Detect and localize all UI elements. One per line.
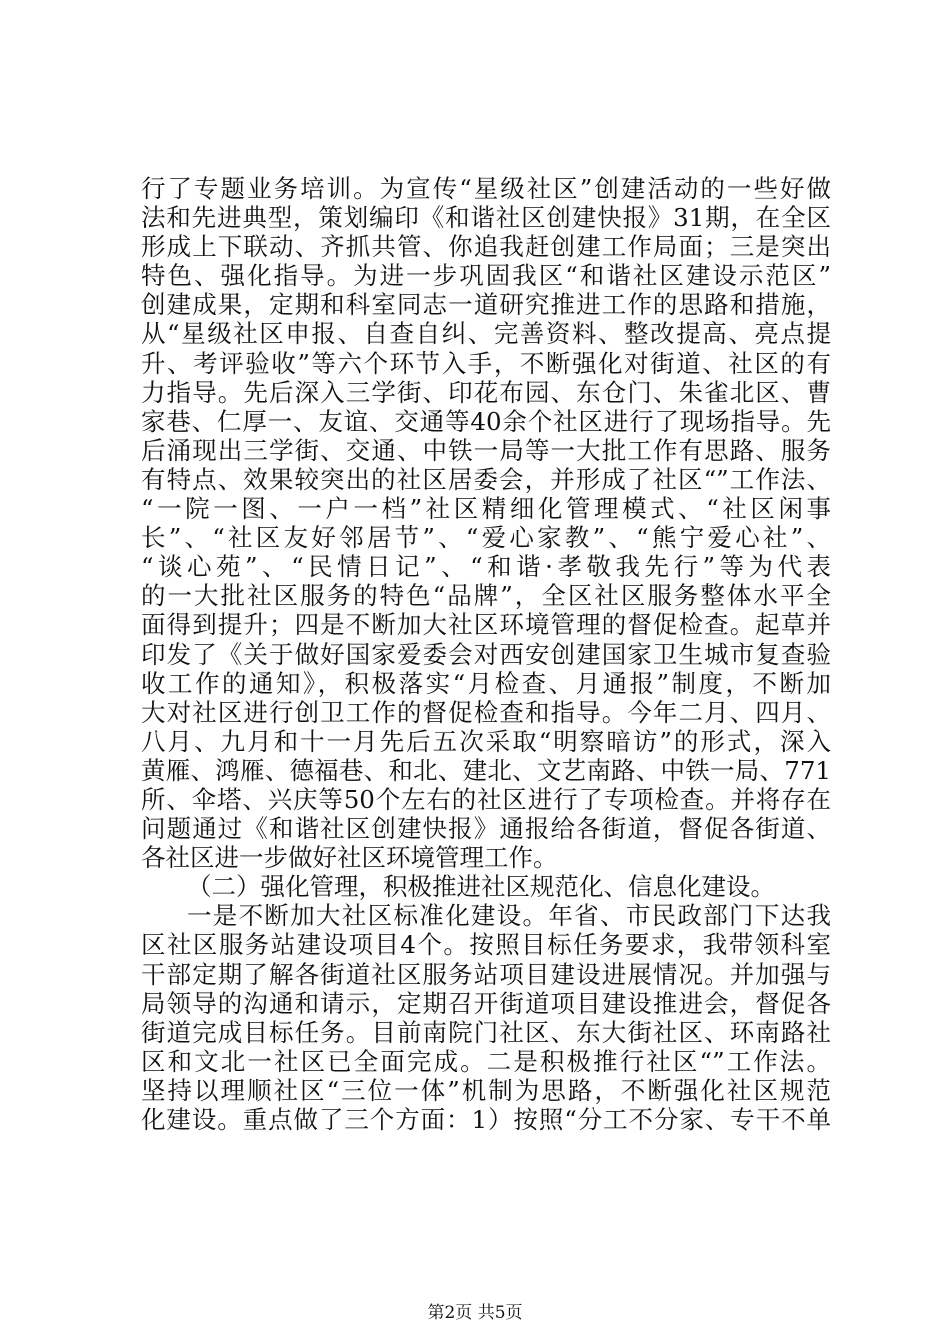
text-line: 化建设。重点做了三个方面：1）按照“分工不分家、专干不单 xyxy=(141,1105,831,1134)
body-text xyxy=(141,174,831,1134)
text-line: 区和文北一社区已全面完成。二是积极推行社区“”工作法。 xyxy=(141,1046,831,1076)
text-line: 后涌现出三学街、交通、中铁一局等一大批工作有思路、服务 xyxy=(141,435,831,465)
text-line: 一是不断加大社区标准化建设。年省、市民政部门下达我 xyxy=(187,901,831,931)
text-line: 各社区进一步做好社区环境管理工作。 xyxy=(141,843,558,873)
text-line: 街道完成目标任务。目前南院门社区、东大街社区、环南路社 xyxy=(141,1017,831,1047)
text-line: 八月、九月和十一月先后五次采取“明察暗访”的形式，深入 xyxy=(141,726,831,756)
text-line: 所、伞塔、兴庆等50个左右的社区进行了专项检查。并将存在 xyxy=(141,784,831,814)
text-line: 法和先进典型，策划编印《和谐社区创建快报》31期，在全区 xyxy=(141,203,831,233)
text-line: 长”、“社区友好邻居节”、“爱心家教”、“熊宁爱心社”、 xyxy=(141,523,831,553)
text-line: 干部定期了解各街道社区服务站项目建设进展情况。并加强与 xyxy=(141,959,831,989)
text-line: 面得到提升；四是不断加大社区环境管理的督促检查。起草并 xyxy=(141,610,831,640)
text-line: 收工作的通知》，积极落实“月检查、月通报”制度，不断加 xyxy=(141,668,831,698)
text-line: 问题通过《和谐社区创建快报》通报给各街道，督促各街道、 xyxy=(141,814,831,844)
text-line: “一院一图、一户一档”社区精细化管理模式、“社区闲事 xyxy=(141,494,831,524)
text-line: 黄雁、鸿雁、德福巷、和北、建北、文艺南路、中铁一局、771 xyxy=(141,755,831,785)
text-line: 升、考评验收”等六个环节入手，不断强化对街道、社区的有 xyxy=(141,348,831,378)
page-number: 第2页 共5页 xyxy=(427,1303,523,1323)
text-line: 创建成果，定期和科室同志一道研究推进工作的思路和措施， xyxy=(141,290,831,320)
text-line: 的一大批社区服务的特色“品牌”，全区社区服务整体水平全 xyxy=(141,581,831,611)
text-line: 印发了《关于做好国家爱委会对西安创建国家卫生城市复查验 xyxy=(141,639,831,669)
text-line: 形成上下联动、齐抓共管、你追我赶创建工作局面；三是突出 xyxy=(141,232,831,262)
text-line: 区社区服务站建设项目4个。按照目标任务要求，我带领科室 xyxy=(141,930,831,960)
text-line: 局领导的沟通和请示，定期召开街道项目建设推进会，督促各 xyxy=(141,988,831,1018)
section-heading: （二）强化管理，积极推进社区规范化、信息化建设。 xyxy=(187,872,775,902)
text-line: 有特点、效果较突出的社区居委会，并形成了社区“”工作法、 xyxy=(141,464,831,494)
text-line: 力指导。先后深入三学街、印花布园、东仓门、朱雀北区、曹 xyxy=(141,377,831,407)
text-line: 大对社区进行创卫工作的督促检查和指导。今年二月、四月、 xyxy=(141,697,831,727)
text-line: 家巷、仁厚一、友谊、交通等40余个社区进行了现场指导。先 xyxy=(141,406,831,436)
text-line: 行了专题业务培训。为宣传“星级社区”创建活动的一些好做 xyxy=(141,174,831,203)
text-line: 从“星级社区申报、自查自纠、完善资料、整改提高、亮点提 xyxy=(141,319,831,349)
text-line: 特色、强化指导。为进一步巩固我区“和谐社区建设示范区” xyxy=(141,261,831,291)
text-line: 坚持以理顺社区“三位一体”机制为思路，不断强化社区规范 xyxy=(141,1075,831,1105)
text-line: “谈心苑”、“民情日记”、“和谐·孝敬我先行”等为代表 xyxy=(141,552,831,582)
